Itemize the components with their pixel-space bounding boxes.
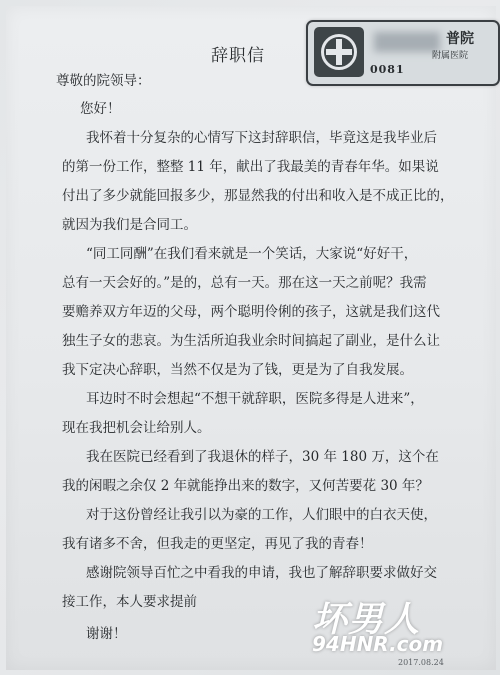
watermark-logo: 坏男人 [312, 600, 421, 640]
letter-line: 我有诸多不舍，但我走的更坚定，再见了我的青春！ [62, 536, 373, 552]
letter-line: 付出了多少就能回报多少，那显然我的付出和收入是不成正比的， [62, 188, 454, 204]
letter-line: 我在医院已经看到了我退休的样子，30 年 180 万，这个在 [86, 449, 439, 465]
hospital-cross-icon [314, 27, 364, 77]
letter-line: 感谢院领导百忙之中看我的申请，我也了解辞职要求做好交 [86, 565, 437, 581]
badge-number: 0081 [370, 63, 405, 76]
letter-line: 耳边时不时会想起“不想干就辞职，医院多得是人进来”， [86, 391, 424, 407]
letter-line: 的第一份工作，整整 11 年，献出了我最美的青春年华。如果说 [62, 159, 439, 175]
letter-greeting: 尊敬的院领导： [56, 73, 151, 89]
letter-closing: 谢谢！ [86, 626, 127, 642]
letter-line: 要赡养双方年迈的父母，两个聪明伶俐的孩子，这就是我们这代 [62, 304, 440, 320]
letter-line: 独生子女的悲哀。为生活所迫我业余时间搞起了副业，是什么让 [62, 333, 440, 349]
letter-line: 我下定决心辞职，当然不仅是为了钱，更是为了自我发展。 [62, 362, 413, 378]
letter-line: 现在我把机会让给别人。 [62, 420, 211, 436]
badge-hospital-short: 普院 [446, 31, 474, 47]
letter-line: 我的闲暇之余仅 2 年就能挣出来的数字，又何苦要花 30 年？ [62, 478, 429, 494]
letter-salutation: 您好！ [80, 101, 121, 117]
letter-line: 总有一天会好的。”是的，总有一天。那在这一天之前呢？我需 [62, 275, 427, 291]
employee-badge [306, 20, 500, 86]
badge-blurred-name [374, 32, 440, 52]
resignation-letter-page [6, 6, 496, 670]
letter-line: 我怀着十分复杂的心情写下这封辞职信，毕竟这是我毕业后 [86, 130, 437, 146]
letter-line: 就因为我们是合同工。 [62, 217, 197, 233]
watermark-url: 94HNR.com [312, 632, 444, 656]
letter-date: 2017.08.24 [398, 658, 444, 667]
badge-hospital-name: 附属医院 [432, 51, 469, 61]
letter-line: 接工作，本人要求提前 [62, 594, 197, 610]
letter-title: 辞职信 [211, 46, 265, 66]
letter-line: 对于这份曾经让我引以为豪的工作，人们眼中的白衣天使， [86, 507, 437, 523]
letter-line: “同工同酬”在我们看来就是一个笑话，大家说“好好干， [86, 246, 418, 262]
